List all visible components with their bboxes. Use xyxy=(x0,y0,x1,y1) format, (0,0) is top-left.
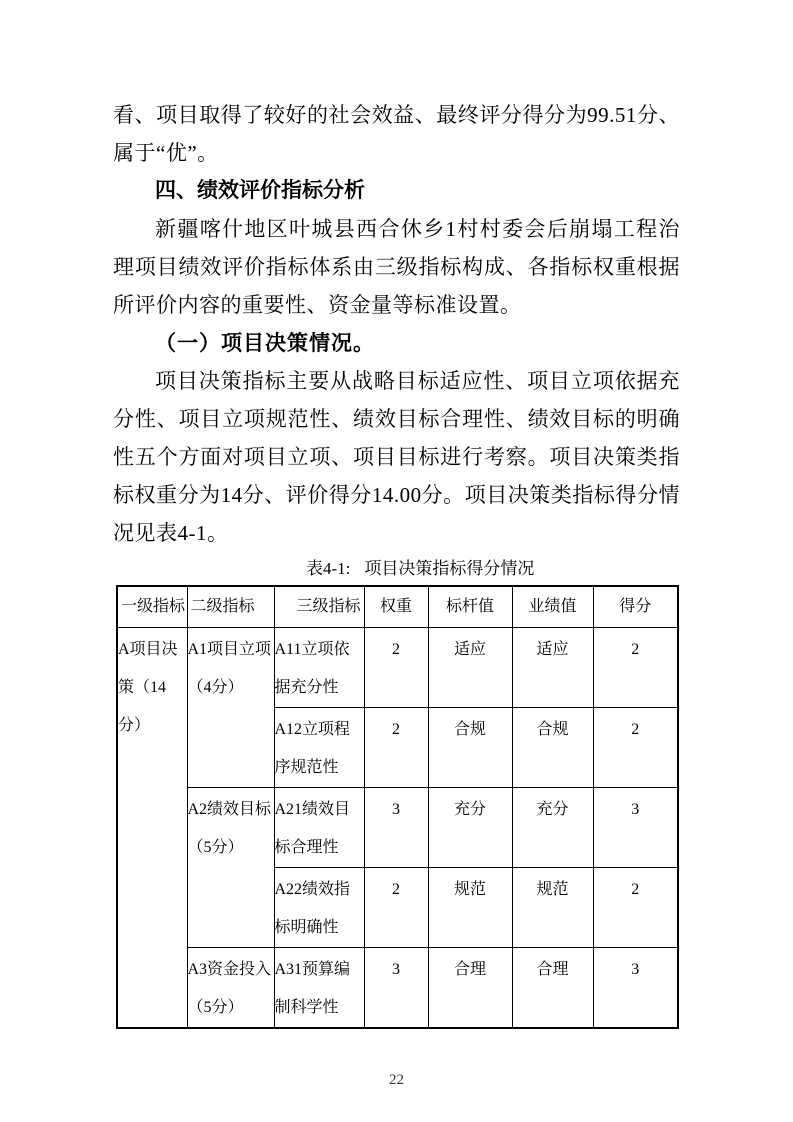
header-level3: 三级指标 xyxy=(274,586,364,628)
cell-weight-a12: 2 xyxy=(364,708,428,788)
cell-weight-a21: 3 xyxy=(364,788,428,868)
cell-indicator-a21: A21绩效目标合理性 xyxy=(274,788,364,868)
header-level1: 一级指标 xyxy=(117,586,187,628)
table-row xyxy=(117,628,678,708)
cell-indicator-a12: A12立项程序规范性 xyxy=(274,708,364,788)
paragraph-decision: 项目决策指标主要从战略目标适应性、项目立项依据充分性、项目立项规范性、绩效目标合理性、绩效目标的明确性五个方面对项目立项、项目目标进行考察。项目决策类指标权重分为14分、评价得分14.00分。项目决策类指标得分情况见表4-1。 xyxy=(113,369,680,545)
cell-benchmark-a21: 充分 xyxy=(428,788,512,868)
cell-indicator-a11: A11立项依据充分性 xyxy=(274,628,364,708)
header-level2: 二级指标 xyxy=(187,586,274,628)
header-benchmark: 标杆值 xyxy=(428,586,512,628)
cell-performance-a21: 充分 xyxy=(512,788,593,868)
cell-performance-a31: 合理 xyxy=(512,948,593,1029)
table-row xyxy=(117,948,678,1029)
header-performance: 业绩值 xyxy=(512,586,593,628)
table-caption-label: 表4-1: xyxy=(306,559,351,578)
cell-indicator-a31: A31预算编制科学性 xyxy=(274,948,364,1029)
header-weight: 权重 xyxy=(364,586,428,628)
cell-level2-a1: A1项目立项（4分） xyxy=(187,628,274,788)
table-header-row xyxy=(117,586,678,628)
cell-level2-a2: A2绩效目标（5分） xyxy=(187,788,274,948)
cell-score-a31: 3 xyxy=(593,948,678,1029)
table-row xyxy=(117,788,678,868)
paragraph-continuation: 看、项目取得了较好的社会效益、最终评分得分为99.51分、属于“优”。 xyxy=(113,103,680,165)
cell-score-a12: 2 xyxy=(593,708,678,788)
cell-weight-a31: 3 xyxy=(364,948,428,1029)
cell-performance-a11: 适应 xyxy=(512,628,593,708)
paragraph-intro: 新疆喀什地区叶城县西合休乡1村村委会后崩塌工程治理项目绩效评价指标体系由三级指标构成、各指标权重根据所评价内容的重要性、资金量等标准设置。 xyxy=(113,217,680,317)
cell-benchmark-a22: 规范 xyxy=(428,868,512,948)
cell-score-a11: 2 xyxy=(593,628,678,708)
cell-indicator-a22: A22绩效指标明确性 xyxy=(274,868,364,948)
section-heading: 四、绩效评价指标分析 xyxy=(155,179,365,202)
cell-score-a21: 3 xyxy=(593,788,678,868)
cell-score-a22: 2 xyxy=(593,868,678,948)
content-area xyxy=(113,96,680,1029)
score-table xyxy=(116,585,679,1029)
table-caption-title: 项目决策指标得分情况 xyxy=(364,559,535,578)
header-score: 得分 xyxy=(593,586,678,628)
subsection-heading: （一）项目决策情况。 xyxy=(155,331,375,355)
cell-level1-decision: A项目决策（14分） xyxy=(117,628,187,1029)
cell-benchmark-a31: 合理 xyxy=(428,948,512,1029)
page-number: 22 xyxy=(389,1072,404,1088)
cell-weight-a11: 2 xyxy=(364,628,428,708)
cell-performance-a12: 合规 xyxy=(512,708,593,788)
cell-performance-a22: 规范 xyxy=(512,868,593,948)
cell-weight-a22: 2 xyxy=(364,868,428,948)
cell-benchmark-a11: 适应 xyxy=(428,628,512,708)
cell-benchmark-a12: 合规 xyxy=(428,708,512,788)
table-caption xyxy=(306,552,680,585)
cell-level2-a3: A3资金投入（5分） xyxy=(187,948,274,1029)
